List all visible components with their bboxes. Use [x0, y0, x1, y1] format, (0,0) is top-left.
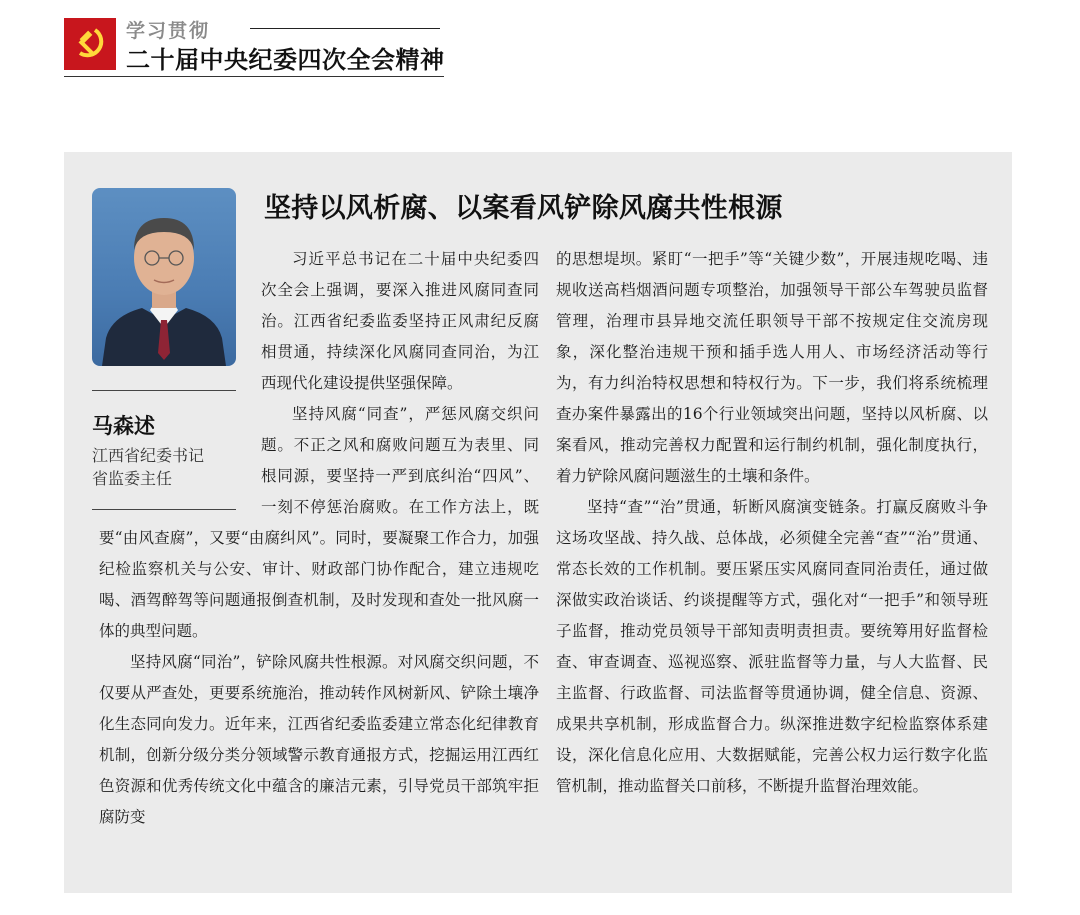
author-name: 马森述 [92, 414, 155, 438]
article-title: 坚持以风析腐、以案看风铲除风腐共性根源 [264, 193, 783, 224]
paragraph: 坚持“查”“治”贯通，斩断风腐演变链条。打赢反腐败斗争这场攻坚战、持久战、总体战，必须健全完善“查”“治”贯通、常态长效的工作机制。要压紧压实风腐同查同治责任，通过做深做实政治谈话、约谈提醒等方式，强化对“一把手”和领导班子监督，推动党员领导干部知责明责担责。要统筹用好监督检查、审查调查、巡视巡察、派驻监督等力量，与人大监督、民主监督、行政监督、司法监督等贯通协调，健全信息、资源、成果共享机制，形成监督合力。纵深推进数字纪检监察体系建设，深化信息化应用、大数据赋能，完善公权力运行数字化监管机制，推动监督关口前移，不断提升监督治理效能。 [556, 498, 988, 795]
section-series-title: 二十届中央纪委四次全会精神 [126, 46, 445, 74]
article-column-left [99, 244, 539, 833]
paragraph: 习近平总书记在二十届中央纪委四次全会上强调，要深入推进风腐同查同治。江西省纪委监委坚持正风肃纪反腐相贯通，持续深化风腐同查同治，为江西现代化建设提供坚强保障。 [261, 250, 539, 392]
kicker-divider [250, 28, 440, 29]
party-logo [64, 18, 116, 70]
paragraph: 的思想堤坝。紧盯“一把手”等“关键少数”，开展违规吃喝、违规收送高档烟酒问题专项整治，加强领导干部公车驾驶员监督管理，治理市县异地交流任职领导干部不按规定住交流房现象，深化整治违规干预和插手选人用人、市场经济活动等行为，有力纠治特权思想和特权行为。下一步，我们将系统梳理查办案件暴露出的16个行业领域突出问题，坚持以风析腐、以案看风，推动完善权力配置和运行制约机制，强化制度执行，着力铲除风腐问题滋生的土壤和条件。 [556, 250, 988, 485]
header-underline [64, 76, 444, 77]
author-role-line: 省监委主任 [92, 469, 173, 488]
article-panel [64, 152, 1012, 893]
article-column-right [556, 244, 988, 802]
section-kicker: 学习贯彻 [126, 20, 211, 42]
paragraph: 坚持风腐“同治”，铲除风腐共性根源。对风腐交织问题，不仅要从严查处，更要系统施治，推动转作风树新风、铲除土壤净化生态同向发力。近年来，江西省纪委监委建立常态化纪律教育机制，创新分级分类分领域警示教育通报方式，挖掘运用江西红色资源和优秀传统文化中蕴含的廉洁元素，引导党员干部筑牢拒腐防变 [99, 653, 539, 826]
section-header [64, 14, 444, 78]
paragraph: 坚持风腐“同查”，严惩风腐交织问题。不正之风和腐败问题互为表里、同根同源，要坚持一严到底纠治“四风”、一刻不停惩治腐败。在工作方法上，既要“由风查腐”，又要“由腐纠风”。同时，要凝聚工作合力，加强纪检监察机关与公安、审计、财政部门协作配合，建立违规吃喝、酒驾醉驾等问题通报倒查机制，及时发现和查处一批风腐一体的典型问题。 [99, 405, 539, 640]
author-role-line: 江西省纪委书记 [92, 446, 205, 465]
hammer-sickle-icon [72, 26, 108, 62]
